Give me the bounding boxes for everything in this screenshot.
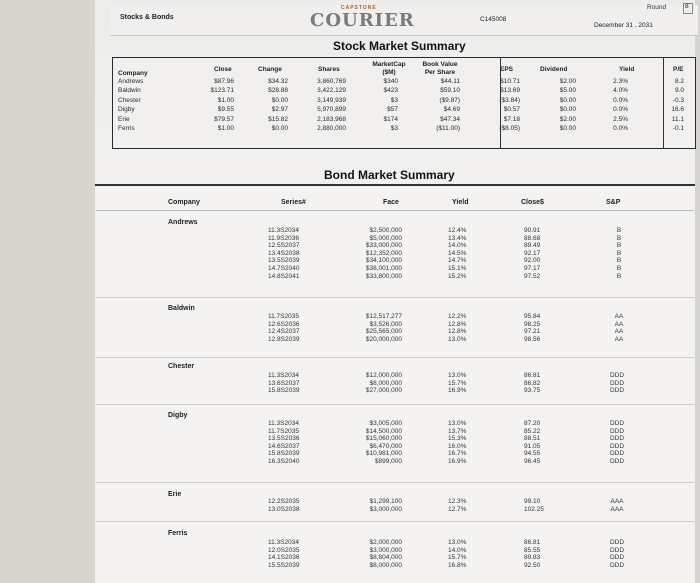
bond-series: 12.5S2037 xyxy=(268,242,300,250)
bond-rating: AAA xyxy=(610,505,624,513)
bond-yield: 15.1% xyxy=(448,264,467,272)
bond-face: $1,299,100 xyxy=(369,498,402,505)
round-number: 8 xyxy=(685,3,689,10)
bond-face: $2,500,000 xyxy=(369,227,402,234)
stock-yield-col xyxy=(604,77,628,133)
bond-rating: DDD xyxy=(609,435,625,443)
col-header-shares: Shares xyxy=(318,66,340,73)
stock-change-col xyxy=(252,77,288,133)
bond-yield: 15.3% xyxy=(448,435,467,443)
bond-sp-col xyxy=(602,539,632,569)
bond-yield: 13.0% xyxy=(448,335,467,343)
bond-rating: B xyxy=(616,242,622,250)
bond-series: 11.7S2035 xyxy=(268,427,299,435)
bond-close: 97.17 xyxy=(524,264,541,272)
bond-rating: B xyxy=(616,257,622,265)
stock-yield: 4.0% xyxy=(613,87,628,95)
bond-series-col xyxy=(268,227,299,280)
bond-series: 12.4S2037 xyxy=(268,328,300,336)
bond-rating: DDD xyxy=(609,442,625,450)
bond-yield-col xyxy=(448,372,466,395)
bond-face: $3,000,000 xyxy=(369,546,402,554)
bond-close: 86.81 xyxy=(524,539,541,546)
bond-rating: AA xyxy=(614,320,624,328)
bond-yield: 14.7% xyxy=(448,257,467,265)
bond-close: 96.45 xyxy=(524,457,541,465)
bond-rating: B xyxy=(616,249,622,257)
bond-yield-col xyxy=(448,539,466,569)
bond-close: 98.25 xyxy=(524,320,541,328)
bond-rating: AA xyxy=(614,313,624,320)
bond-yield: 13.7% xyxy=(448,427,467,435)
stock-change: $0.00 xyxy=(271,96,288,104)
bond-rating: DDD xyxy=(609,546,625,554)
bond-series: 13.6S2037 xyxy=(268,379,300,387)
bond-rating: AAA xyxy=(610,498,624,505)
stock-dividend: $2.00 xyxy=(559,78,576,85)
bond-header-series: Series# xyxy=(281,199,306,206)
stock-book: ($9.87) xyxy=(439,96,460,104)
header-left-title: Stocks & Bonds xyxy=(120,14,174,21)
bond-sp-col xyxy=(602,498,632,513)
bond-face-col xyxy=(350,420,402,466)
bond-series: 12.8S2039 xyxy=(268,335,300,343)
bond-group-rule xyxy=(96,297,694,298)
bond-group-rule xyxy=(96,521,694,522)
stock-eps: $13.69 xyxy=(500,87,520,95)
bond-face: $15,060,000 xyxy=(365,435,402,443)
bond-sp-col xyxy=(608,227,630,280)
stock-change: $34.32 xyxy=(268,78,288,85)
stock-close: $79.57 xyxy=(214,115,234,123)
bond-face: $12,517,277 xyxy=(365,313,402,320)
bond-series: 13.0S2038 xyxy=(268,505,300,513)
stock-yield: 0.0% xyxy=(613,106,628,114)
bond-series: 16.3S2040 xyxy=(268,457,300,465)
bond-rating: DDD xyxy=(609,379,625,387)
stock-company: Erie xyxy=(118,115,130,123)
stock-company: Baldwin xyxy=(118,87,141,95)
stock-marketcap: $3 xyxy=(390,125,398,133)
bond-close: 89.49 xyxy=(524,242,541,250)
bond-face-col xyxy=(350,227,402,280)
bond-yield: 12.3% xyxy=(448,498,467,505)
bond-series-col xyxy=(268,372,299,395)
bond-face-col xyxy=(350,313,402,343)
bond-close: 86.82 xyxy=(524,379,541,387)
bond-rating: DDD xyxy=(609,387,625,395)
stock-book: $4.69 xyxy=(443,106,460,114)
bond-yield: 12.8% xyxy=(448,328,467,336)
courier-logo: COURIER xyxy=(310,10,415,31)
bond-yield: 12.8% xyxy=(448,320,467,328)
stock-pe: 11.1 xyxy=(671,115,684,123)
bond-sp-col xyxy=(602,420,632,466)
bond-close-col xyxy=(524,420,540,466)
bond-series: 14.8S2041 xyxy=(268,272,300,280)
bond-close: 86.81 xyxy=(524,372,541,379)
bond-rating: DDD xyxy=(609,372,625,379)
stock-close: $87.96 xyxy=(214,78,234,85)
bond-close: 90.91 xyxy=(524,227,541,234)
bond-series: 15.5S2039 xyxy=(268,561,300,569)
bond-header-rule xyxy=(96,210,694,211)
bond-group-rule xyxy=(96,357,694,358)
stock-shares: 5,970,899 xyxy=(317,106,346,114)
book-line2: Per Share xyxy=(424,69,456,76)
stock-divider-2 xyxy=(663,57,664,149)
stock-close-col xyxy=(196,77,234,133)
header-code: C145008 xyxy=(480,16,507,23)
bond-series: 11.3S2034 xyxy=(268,227,299,234)
stock-marketcap: $423 xyxy=(383,87,398,95)
stock-dividend: $0.00 xyxy=(559,125,576,133)
bond-header-face: Face xyxy=(383,199,399,206)
stock-company: Chester xyxy=(118,96,141,104)
stock-book: $47.34 xyxy=(440,115,460,123)
stock-shares: 3,860,769 xyxy=(317,78,346,85)
bond-company-digby: Digby xyxy=(168,412,188,419)
bond-close: 85.55 xyxy=(524,546,541,554)
bond-series: 14.6S2037 xyxy=(268,442,300,450)
stock-market-title: Stock Market Summary xyxy=(333,39,466,53)
bond-yield: 14.0% xyxy=(448,242,467,250)
bond-company-baldwin: Baldwin xyxy=(168,305,195,312)
bond-yield: 12.2% xyxy=(448,313,467,320)
bond-sp-col xyxy=(602,372,632,395)
bond-face: $3,005,000 xyxy=(369,420,402,427)
stock-eps: ($8.05) xyxy=(499,125,520,133)
stock-eps: $7.18 xyxy=(503,115,520,123)
stock-pe: -0.3 xyxy=(672,96,684,104)
bond-series: 11.9S2036 xyxy=(268,234,299,242)
bond-series: 11.3S2034 xyxy=(268,420,299,427)
bond-yield: 12.4% xyxy=(448,227,467,234)
stock-eps: $10.71 xyxy=(500,78,520,85)
stock-shares-col xyxy=(300,77,346,133)
stock-change: $2.97 xyxy=(271,106,288,114)
stock-marketcap: $340 xyxy=(383,78,398,85)
bond-series: 14.7S2040 xyxy=(268,264,300,272)
stock-shares: 3,422,129 xyxy=(317,87,346,95)
stock-dividend: $2.00 xyxy=(559,115,576,123)
bond-face: $20,000,000 xyxy=(365,335,402,343)
bond-rating: B xyxy=(616,272,622,280)
bond-face-col xyxy=(350,498,402,513)
bond-series-col xyxy=(268,539,299,569)
bond-rating: B xyxy=(616,234,622,242)
bond-yield-col xyxy=(448,498,466,513)
bond-series: 13.5S2036 xyxy=(268,435,300,443)
bond-close: 99.10 xyxy=(524,498,541,505)
stock-marketcap: $57 xyxy=(387,106,398,114)
bond-yield: 14.0% xyxy=(448,546,467,554)
bond-yield: 15.2% xyxy=(448,272,467,280)
bond-face: $10,981,000 xyxy=(365,450,402,458)
stock-marketcap: $174 xyxy=(383,115,398,123)
bond-yield: 13.0% xyxy=(448,539,467,546)
bond-close-col xyxy=(524,539,540,569)
bond-close-col xyxy=(524,372,540,395)
bond-company-erie: Erie xyxy=(168,491,182,498)
bond-close: 92.00 xyxy=(524,257,541,265)
bond-series: 12.2S2035 xyxy=(268,498,300,505)
stock-marketcap-col xyxy=(368,77,398,133)
bond-yield: 13.0% xyxy=(448,420,467,427)
bond-face: $6,470,000 xyxy=(369,442,402,450)
bond-face: $25,565,000 xyxy=(365,328,402,336)
stock-book: $59.10 xyxy=(440,87,460,95)
bond-rating: B xyxy=(616,227,622,234)
col-header-book-value xyxy=(415,61,465,77)
stock-pe-col xyxy=(666,77,684,133)
bond-close-col xyxy=(524,227,540,280)
stock-company: Andrews xyxy=(118,78,144,85)
bond-header-close: Close$ xyxy=(521,199,544,206)
bond-header-company: Company xyxy=(168,199,200,206)
bond-series: 11.3S2034 xyxy=(268,539,299,546)
bond-face: $27,000,000 xyxy=(365,387,402,395)
bond-rating: B xyxy=(616,264,622,272)
bond-series: 11.3S2034 xyxy=(268,372,299,379)
bond-close: 94.55 xyxy=(524,450,541,458)
bond-face: $899,000 xyxy=(374,457,402,465)
bond-face: $8,000,000 xyxy=(369,379,402,387)
bond-close: 97.21 xyxy=(524,328,541,336)
bond-yield-col xyxy=(448,420,466,466)
bond-rating: DDD xyxy=(609,554,625,562)
stock-change: $15.82 xyxy=(268,115,288,123)
bond-close: 92.17 xyxy=(524,249,541,257)
bond-yield: 16.9% xyxy=(448,387,467,395)
bond-series: 12.0S2035 xyxy=(268,546,300,554)
logo-small-text: CAPSTONE xyxy=(341,5,377,11)
bond-group-rule xyxy=(96,482,694,483)
bond-close-col xyxy=(524,498,544,513)
stock-close: $9.55 xyxy=(217,106,234,114)
stock-eps-col xyxy=(484,77,520,133)
bond-rating: DDD xyxy=(609,539,625,546)
book-line1: Book Value xyxy=(422,61,458,68)
bond-face: $5,000,000 xyxy=(369,234,402,242)
bond-company-ferris: Ferris xyxy=(168,530,188,537)
bond-close: 98.56 xyxy=(524,335,541,343)
stock-yield: 0.0% xyxy=(613,125,628,133)
bond-yield: 16.8% xyxy=(448,561,467,569)
bond-company-andrews: Andrews xyxy=(168,219,198,226)
stock-yield: 0.0% xyxy=(613,96,628,104)
stock-eps: $0.57 xyxy=(503,106,520,114)
bond-face: $34,100,000 xyxy=(365,257,402,265)
bond-yield: 16.0% xyxy=(448,442,467,450)
stock-dividend-col xyxy=(546,77,576,133)
bond-yield: 14.5% xyxy=(448,249,467,257)
bond-close: 102.25 xyxy=(524,505,544,513)
bond-series: 15.8S2039 xyxy=(268,450,300,458)
bond-series-col xyxy=(268,420,299,466)
bond-face: $12,000,000 xyxy=(365,372,402,379)
bond-header-sp: S&P xyxy=(606,199,621,206)
stock-close: $1.00 xyxy=(217,125,234,133)
bond-face: $8,000,000 xyxy=(369,561,402,569)
stock-book: ($11.00) xyxy=(436,125,460,133)
bond-group-rule xyxy=(96,404,694,405)
bond-yield: 15.7% xyxy=(448,379,467,387)
bond-rating: DDD xyxy=(609,561,625,569)
stock-shares: 2,880,000 xyxy=(317,125,346,133)
stock-shares: 2,183,968 xyxy=(317,115,346,123)
stock-close: $1.00 xyxy=(217,96,234,104)
bond-rating: DDD xyxy=(609,450,625,458)
col-header-dividend: Dividend xyxy=(540,66,568,73)
stock-yield: 2.5% xyxy=(613,115,628,123)
stock-book: $44.11 xyxy=(440,78,460,85)
col-header-pe: P/E xyxy=(673,66,684,73)
stock-pe: -0.1 xyxy=(672,125,684,133)
bond-close: 93.75 xyxy=(524,387,541,395)
col-header-eps: EPS xyxy=(500,66,514,73)
bond-face: $33,800,000 xyxy=(365,272,402,280)
bond-company-chester: Chester xyxy=(168,363,195,370)
round-label: Round xyxy=(647,4,667,11)
report-date: December 31 , 2031 xyxy=(594,22,653,29)
stock-close: $123.71 xyxy=(210,87,234,95)
bond-close: 89.83 xyxy=(524,554,541,562)
col-header-change: Change xyxy=(258,66,282,73)
bond-face-col xyxy=(350,539,402,569)
stock-pe: 8.2 xyxy=(674,78,684,85)
bond-sp-col xyxy=(608,313,630,343)
bond-series: 14.1S2036 xyxy=(268,554,300,562)
bond-yield: 16.7% xyxy=(448,450,467,458)
bond-close: 95.84 xyxy=(524,313,541,320)
stock-marketcap: $3 xyxy=(390,96,398,104)
bond-series-col xyxy=(268,498,299,513)
bond-rating: AA xyxy=(614,335,624,343)
bond-face: $14,500,000 xyxy=(365,427,402,435)
stock-book-col xyxy=(420,77,460,133)
bond-close: 92.50 xyxy=(524,561,541,569)
bond-face: $12,352,000 xyxy=(365,249,402,257)
bond-face: $38,001,000 xyxy=(365,264,402,272)
bond-close: 88.51 xyxy=(524,435,541,443)
bond-close: 85.22 xyxy=(524,427,541,435)
col-header-marketcap xyxy=(367,61,411,77)
bond-face: $8,804,000 xyxy=(369,554,402,562)
bond-rating: DDD xyxy=(609,457,625,465)
bond-yield-col xyxy=(448,227,466,280)
stock-change: $28.88 xyxy=(268,87,288,95)
stock-dividend: $0.00 xyxy=(559,96,576,104)
bond-yield: 13.4% xyxy=(448,234,467,242)
bond-series: 12.6S2036 xyxy=(268,320,300,328)
bond-series: 15.8S2039 xyxy=(268,387,300,395)
bond-series: 13.4S2038 xyxy=(268,249,300,257)
bond-rating: DDD xyxy=(609,420,625,427)
bond-yield: 15.7% xyxy=(448,554,467,562)
marketcap-line1: MarketCap xyxy=(372,61,406,68)
bond-rating: AA xyxy=(614,328,624,336)
bond-yield: 13.0% xyxy=(448,372,467,379)
bond-close: 87.20 xyxy=(524,420,541,427)
bond-header-yield: Yield xyxy=(452,199,469,206)
bond-market-title: Bond Market Summary xyxy=(324,168,455,182)
stock-company: Digby xyxy=(118,106,135,114)
bond-close: 97.52 xyxy=(524,272,541,280)
bond-face: $3,526,000 xyxy=(369,320,402,328)
bond-yield: 12.7% xyxy=(448,505,467,513)
stock-pe: 9.0 xyxy=(674,87,684,95)
stock-company-col xyxy=(118,77,143,133)
bond-face: $2,000,000 xyxy=(369,539,402,546)
bond-series: 11.7S2035 xyxy=(268,313,299,320)
bond-face-col xyxy=(350,372,402,395)
col-header-close: Close xyxy=(214,66,232,73)
bond-yield-col xyxy=(448,313,466,343)
bond-face: $33,000,000 xyxy=(365,242,402,250)
bond-close: 91.05 xyxy=(524,442,541,450)
col-header-company: Company xyxy=(118,70,148,77)
bond-close-col xyxy=(524,313,540,343)
stock-dividend: $0.00 xyxy=(559,106,576,114)
stock-pe: 16.6 xyxy=(671,106,684,114)
bond-series-col xyxy=(268,313,299,343)
bond-yield: 16.9% xyxy=(448,457,467,465)
stock-change: $0.00 xyxy=(271,125,288,133)
bond-face: $3,000,000 xyxy=(369,505,402,513)
bond-close: 88.68 xyxy=(524,234,541,242)
col-header-yield: Yield xyxy=(619,66,635,73)
marketcap-line2: ($M) xyxy=(382,69,396,76)
bond-rating: DDD xyxy=(609,427,625,435)
stock-eps: ($3.84) xyxy=(499,96,520,104)
stock-shares: 3,149,939 xyxy=(317,96,346,104)
stock-yield: 2.3% xyxy=(613,78,628,85)
stock-company: Ferris xyxy=(118,125,135,133)
bond-series: 13.5S2039 xyxy=(268,257,300,265)
stock-dividend: $5.00 xyxy=(559,87,576,95)
